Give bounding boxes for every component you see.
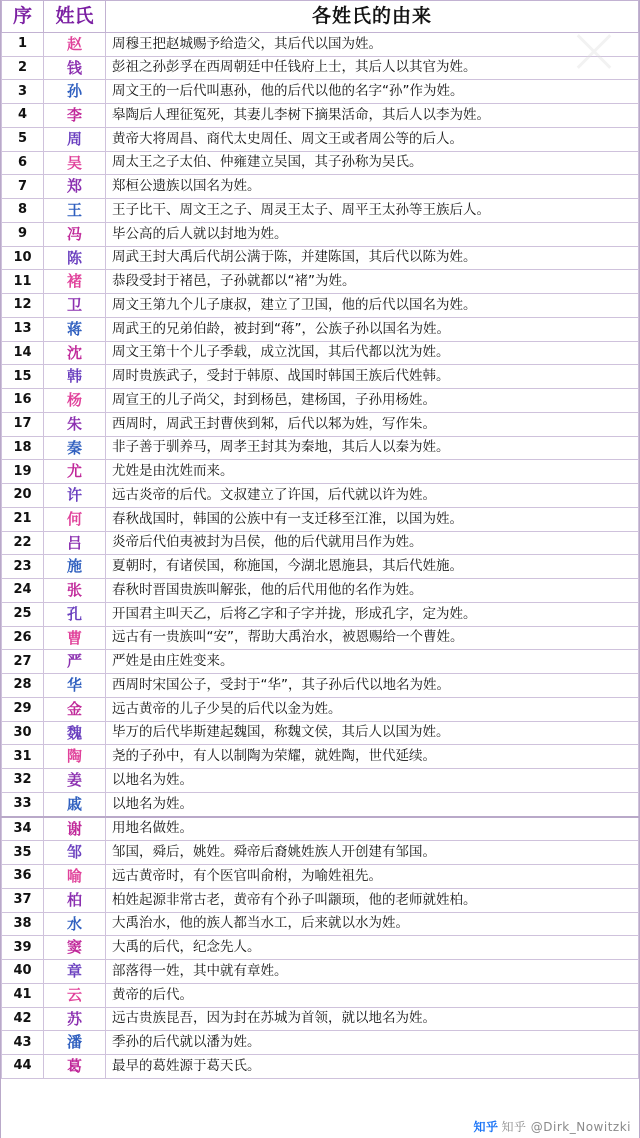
row-origin: 非子善于驯养马，周孝王封其为秦地，其后人以秦为姓。 bbox=[106, 436, 639, 460]
row-seq: 1 bbox=[2, 32, 44, 56]
table-row bbox=[2, 246, 639, 270]
row-seq: 42 bbox=[2, 1007, 44, 1031]
row-origin: 季孙的后代就以潘为姓。 bbox=[106, 1031, 639, 1055]
table-row bbox=[2, 80, 639, 104]
table-row bbox=[2, 865, 639, 889]
row-surname: 吕 bbox=[44, 531, 106, 555]
row-origin: 柏姓起源非常古老，黄帝有个孙子叫颛顼，他的老师就姓柏。 bbox=[106, 888, 639, 912]
table-row bbox=[2, 1007, 639, 1031]
row-origin: 皋陶后人理征冤死，其妻儿李树下摘果活命，其后人以李为姓。 bbox=[106, 104, 639, 128]
row-surname: 吴 bbox=[44, 151, 106, 175]
row-surname: 沈 bbox=[44, 341, 106, 365]
row-origin: 黄帝的后代。 bbox=[106, 983, 639, 1007]
table-row bbox=[2, 841, 639, 865]
table-row bbox=[2, 650, 639, 674]
row-seq: 35 bbox=[2, 841, 44, 865]
row-surname: 韩 bbox=[44, 365, 106, 389]
row-surname: 钱 bbox=[44, 56, 106, 80]
header-row bbox=[2, 1, 639, 33]
row-surname: 水 bbox=[44, 912, 106, 936]
row-seq: 39 bbox=[2, 936, 44, 960]
table-row bbox=[2, 602, 639, 626]
row-seq: 17 bbox=[2, 412, 44, 436]
row-origin: 春秋战国时，韩国的公族中有一支迁移至江淮，以国为姓。 bbox=[106, 507, 639, 531]
row-origin: 远古贵族昆吾，因为封在苏城为首领，就以地名为姓。 bbox=[106, 1007, 639, 1031]
table-row bbox=[2, 151, 639, 175]
table-row bbox=[2, 1031, 639, 1055]
row-seq: 37 bbox=[2, 888, 44, 912]
row-seq: 34 bbox=[2, 817, 44, 841]
row-seq: 19 bbox=[2, 460, 44, 484]
row-surname: 孔 bbox=[44, 602, 106, 626]
header-surname: 姓氏 bbox=[44, 1, 106, 33]
row-seq: 38 bbox=[2, 912, 44, 936]
row-origin: 周穆王把赵城赐予给造父，其后代以国为姓。 bbox=[106, 32, 639, 56]
row-seq: 26 bbox=[2, 626, 44, 650]
row-seq: 11 bbox=[2, 270, 44, 294]
row-seq: 20 bbox=[2, 484, 44, 508]
row-seq: 28 bbox=[2, 674, 44, 698]
row-seq: 5 bbox=[2, 127, 44, 151]
row-surname: 张 bbox=[44, 579, 106, 603]
table-row bbox=[2, 199, 639, 223]
row-origin: 远古黄帝时，有个医官叫俞柎，为喻姓祖先。 bbox=[106, 865, 639, 889]
table-row bbox=[2, 1055, 639, 1079]
table-row bbox=[2, 317, 639, 341]
row-origin: 严姓是由庄姓变来。 bbox=[106, 650, 639, 674]
row-origin: 春秋时晋国贵族叫解张，他的后代用他的名作为姓。 bbox=[106, 579, 639, 603]
row-seq: 30 bbox=[2, 721, 44, 745]
table-row bbox=[2, 484, 639, 508]
row-origin: 王子比干、周文王之子、周灵王太子、周平王太孙等王族后人。 bbox=[106, 199, 639, 223]
table-row bbox=[2, 270, 639, 294]
row-origin: 尤姓是由沈姓而来。 bbox=[106, 460, 639, 484]
table-row bbox=[2, 56, 639, 80]
row-surname: 华 bbox=[44, 674, 106, 698]
table-row bbox=[2, 104, 639, 128]
footer-credit bbox=[473, 1118, 631, 1135]
row-seq: 41 bbox=[2, 983, 44, 1007]
row-seq: 4 bbox=[2, 104, 44, 128]
row-seq: 14 bbox=[2, 341, 44, 365]
row-surname: 施 bbox=[44, 555, 106, 579]
header-origin: 各姓氏的由来 bbox=[106, 1, 639, 33]
row-seq: 13 bbox=[2, 317, 44, 341]
row-seq: 24 bbox=[2, 579, 44, 603]
row-origin: 用地名做姓。 bbox=[106, 817, 639, 841]
row-seq: 31 bbox=[2, 745, 44, 769]
row-surname: 云 bbox=[44, 983, 106, 1007]
row-surname: 姜 bbox=[44, 769, 106, 793]
row-origin: 周武王的兄弟伯龄，被封到“蒋”，公族子孙以国名为姓。 bbox=[106, 317, 639, 341]
row-origin: 周时贵族武子，受封于韩原、战国时韩国王族后代姓韩。 bbox=[106, 365, 639, 389]
row-surname: 葛 bbox=[44, 1055, 106, 1079]
table-row bbox=[2, 365, 639, 389]
row-origin: 毕公高的后人就以封地为姓。 bbox=[106, 222, 639, 246]
row-surname: 苏 bbox=[44, 1007, 106, 1031]
table-row bbox=[2, 175, 639, 199]
row-surname: 陈 bbox=[44, 246, 106, 270]
row-origin: 以地名为姓。 bbox=[106, 769, 639, 793]
row-seq: 43 bbox=[2, 1031, 44, 1055]
table-row bbox=[2, 32, 639, 56]
row-surname: 赵 bbox=[44, 32, 106, 56]
row-origin: 开国君主叫天乙，后将乙字和子字并拢，形成孔字，定为姓。 bbox=[106, 602, 639, 626]
row-seq: 7 bbox=[2, 175, 44, 199]
row-seq: 2 bbox=[2, 56, 44, 80]
row-surname: 谢 bbox=[44, 817, 106, 841]
row-surname: 陶 bbox=[44, 745, 106, 769]
row-origin: 尧的子孙中，有人以制陶为荣耀，就姓陶，世代延续。 bbox=[106, 745, 639, 769]
row-origin: 周太王之子太伯、仲雍建立吴国，其子孙称为吴氏。 bbox=[106, 151, 639, 175]
row-seq: 15 bbox=[2, 365, 44, 389]
row-surname: 邹 bbox=[44, 841, 106, 865]
table-row bbox=[2, 389, 639, 413]
table-row bbox=[2, 531, 639, 555]
row-origin: 远古黄帝的儿子少昊的后代以金为姓。 bbox=[106, 697, 639, 721]
row-origin: 夏朝时，有诸侯国，称施国，今湖北恩施县，其后代姓施。 bbox=[106, 555, 639, 579]
row-origin: 黄帝大将周昌、商代太史周任、周文王或者周公等的后人。 bbox=[106, 127, 639, 151]
table-row bbox=[2, 555, 639, 579]
table-row bbox=[2, 792, 639, 816]
row-surname: 严 bbox=[44, 650, 106, 674]
row-surname: 尤 bbox=[44, 460, 106, 484]
table-row bbox=[2, 294, 639, 318]
row-seq: 18 bbox=[2, 436, 44, 460]
row-seq: 9 bbox=[2, 222, 44, 246]
row-origin: 彭祖之孙彭孚在西周朝廷中任钱府上士，其后人以其官为姓。 bbox=[106, 56, 639, 80]
table-row bbox=[2, 817, 639, 841]
row-origin: 周文王第十个儿子季载，成立沈国，其后代都以沈为姓。 bbox=[106, 341, 639, 365]
row-surname: 喻 bbox=[44, 865, 106, 889]
row-surname: 柏 bbox=[44, 888, 106, 912]
row-surname: 何 bbox=[44, 507, 106, 531]
table-row bbox=[2, 936, 639, 960]
table-row bbox=[2, 626, 639, 650]
row-seq: 32 bbox=[2, 769, 44, 793]
row-origin: 大禹的后代，纪念先人。 bbox=[106, 936, 639, 960]
table-row bbox=[2, 960, 639, 984]
row-seq: 21 bbox=[2, 507, 44, 531]
row-origin: 西周时，周武王封曹侠到邾，后代以邾为姓，写作朱。 bbox=[106, 412, 639, 436]
table-row bbox=[2, 341, 639, 365]
row-origin: 周文王的一后代叫惠孙，他的后代以他的名字“孙”作为姓。 bbox=[106, 80, 639, 104]
table-row bbox=[2, 507, 639, 531]
row-origin: 部落得一姓，其中就有章姓。 bbox=[106, 960, 639, 984]
row-surname: 窦 bbox=[44, 936, 106, 960]
row-origin: 大禹治水，他的族人都当水工，后来就以水为姓。 bbox=[106, 912, 639, 936]
footer-credit-text: 知乎 @Dirk_Nowitzki bbox=[501, 1120, 631, 1134]
table-row bbox=[2, 412, 639, 436]
row-seq: 6 bbox=[2, 151, 44, 175]
row-surname: 秦 bbox=[44, 436, 106, 460]
row-origin: 最早的葛姓源于葛天氏。 bbox=[106, 1055, 639, 1079]
row-origin: 毕万的后代毕斯建起魏国，称魏文侯，其后人以国为姓。 bbox=[106, 721, 639, 745]
row-surname: 潘 bbox=[44, 1031, 106, 1055]
row-origin: 炎帝后代伯夷被封为吕侯，他的后代就用吕作为姓。 bbox=[106, 531, 639, 555]
table-body bbox=[2, 32, 639, 1078]
row-seq: 8 bbox=[2, 199, 44, 223]
table-row bbox=[2, 697, 639, 721]
row-surname: 孙 bbox=[44, 80, 106, 104]
row-seq: 3 bbox=[2, 80, 44, 104]
table-row bbox=[2, 721, 639, 745]
row-seq: 44 bbox=[2, 1055, 44, 1079]
table-row bbox=[2, 912, 639, 936]
table-row bbox=[2, 222, 639, 246]
row-seq: 12 bbox=[2, 294, 44, 318]
table-row bbox=[2, 127, 639, 151]
table-row bbox=[2, 983, 639, 1007]
row-origin: 周宣王的儿子尚父，封到杨邑，建杨国，子孙用杨姓。 bbox=[106, 389, 639, 413]
row-origin: 邹国，舜后，姚姓。舜帝后裔姚姓族人开创建有邹国。 bbox=[106, 841, 639, 865]
row-seq: 29 bbox=[2, 697, 44, 721]
row-seq: 10 bbox=[2, 246, 44, 270]
table-row bbox=[2, 745, 639, 769]
row-seq: 27 bbox=[2, 650, 44, 674]
header-seq: 序 bbox=[2, 1, 44, 33]
row-surname: 朱 bbox=[44, 412, 106, 436]
row-origin: 郑桓公遗族以国名为姓。 bbox=[106, 175, 639, 199]
row-surname: 戚 bbox=[44, 792, 106, 816]
table-header bbox=[2, 1, 639, 33]
row-origin: 远古炎帝的后代。文叔建立了许国，后代就以许为姓。 bbox=[106, 484, 639, 508]
row-surname: 冯 bbox=[44, 222, 106, 246]
row-surname: 王 bbox=[44, 199, 106, 223]
row-seq: 22 bbox=[2, 531, 44, 555]
row-surname: 曹 bbox=[44, 626, 106, 650]
row-origin: 恭段受封于褚邑，子孙就都以“褚”为姓。 bbox=[106, 270, 639, 294]
row-origin: 周文王第九个儿子康叔，建立了卫国，他的后代以国名为姓。 bbox=[106, 294, 639, 318]
row-origin: 西周时宋国公子，受封于“华”，其子孙后代以地名为姓。 bbox=[106, 674, 639, 698]
row-seq: 36 bbox=[2, 865, 44, 889]
table-row bbox=[2, 769, 639, 793]
row-surname: 卫 bbox=[44, 294, 106, 318]
row-surname: 金 bbox=[44, 697, 106, 721]
row-surname: 蒋 bbox=[44, 317, 106, 341]
row-surname: 章 bbox=[44, 960, 106, 984]
table-row bbox=[2, 888, 639, 912]
surname-origin-table bbox=[1, 0, 639, 1079]
row-seq: 25 bbox=[2, 602, 44, 626]
row-surname: 褚 bbox=[44, 270, 106, 294]
row-seq: 23 bbox=[2, 555, 44, 579]
row-surname: 魏 bbox=[44, 721, 106, 745]
row-origin: 以地名为姓。 bbox=[106, 792, 639, 816]
table-row bbox=[2, 460, 639, 484]
row-origin: 远古有一贵族叫“安”，帮助大禹治水，被恩赐给一个曹姓。 bbox=[106, 626, 639, 650]
row-surname: 许 bbox=[44, 484, 106, 508]
row-surname: 周 bbox=[44, 127, 106, 151]
row-seq: 16 bbox=[2, 389, 44, 413]
row-origin: 周武王封大禹后代胡公满于陈，并建陈国，其后代以陈为姓。 bbox=[106, 246, 639, 270]
row-seq: 40 bbox=[2, 960, 44, 984]
row-surname: 郑 bbox=[44, 175, 106, 199]
table-row bbox=[2, 674, 639, 698]
row-surname: 杨 bbox=[44, 389, 106, 413]
table-row bbox=[2, 436, 639, 460]
row-seq: 33 bbox=[2, 792, 44, 816]
zhihu-logo: 知乎 bbox=[473, 1120, 499, 1134]
row-surname: 李 bbox=[44, 104, 106, 128]
table-row bbox=[2, 579, 639, 603]
